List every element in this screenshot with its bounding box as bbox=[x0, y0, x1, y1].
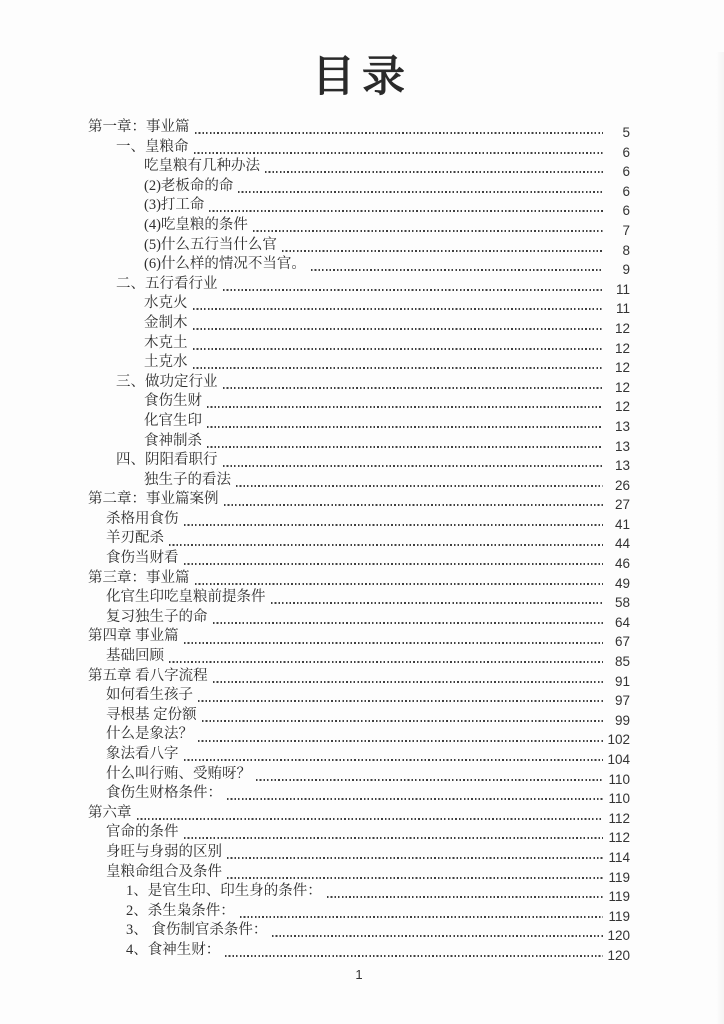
toc-entry-page: 27 bbox=[614, 497, 630, 513]
toc-leader-dots bbox=[169, 544, 603, 546]
toc-entry-page: 12 bbox=[614, 360, 630, 376]
toc-entry-label: 一、皇粮命 bbox=[116, 138, 189, 155]
toc-entry-label: 化官生印 bbox=[144, 412, 202, 429]
toc-entry-page: 85 bbox=[614, 654, 630, 670]
toc-entry-label: 三、做功定行业 bbox=[116, 373, 218, 390]
toc-entry bbox=[106, 725, 630, 748]
toc-entry-label: 基础回顾 bbox=[106, 648, 164, 665]
toc-entry-label: 土克水 bbox=[144, 354, 188, 371]
toc-entry-label: 水克火 bbox=[144, 295, 188, 312]
toc-leader-dots bbox=[184, 837, 604, 839]
toc-entry-label: 身旺与身弱的区别 bbox=[106, 843, 222, 860]
toc-entry-page: 91 bbox=[614, 673, 630, 689]
toc-entry-label: 寻根基 定份额 bbox=[106, 706, 197, 723]
toc-leader-dots bbox=[198, 700, 603, 702]
toc-entry bbox=[116, 138, 630, 158]
toc-entry-label: 第三章：事业篇 bbox=[88, 569, 190, 586]
toc-entry bbox=[88, 569, 630, 589]
toc-leader-dots bbox=[184, 759, 604, 761]
toc-leader-dots bbox=[224, 504, 604, 506]
toc-entry bbox=[144, 432, 630, 452]
toc-entry bbox=[106, 608, 630, 628]
toc-entry-label: 第五章 看八字流程 bbox=[88, 667, 208, 684]
toc-leader-dots bbox=[223, 465, 604, 467]
toc-entry bbox=[106, 706, 630, 726]
toc-entry bbox=[116, 275, 630, 295]
toc-entry-page: 11 bbox=[615, 301, 630, 317]
toc-leader-dots bbox=[227, 857, 603, 859]
toc-entry-label: 四、阴阳看职行 bbox=[116, 452, 218, 469]
toc-entry bbox=[126, 941, 630, 961]
toc-entry-page: 11 bbox=[615, 281, 630, 297]
toc-leader-dots bbox=[256, 779, 603, 781]
toc-entry-page: 12 bbox=[614, 320, 630, 336]
toc-entry bbox=[144, 216, 630, 236]
toc-entry-page: 112 bbox=[608, 810, 630, 826]
toc-entry-page: 49 bbox=[614, 575, 630, 591]
toc-entry-label: 复习独生子的命 bbox=[106, 608, 208, 625]
toc-entry-page: 119 bbox=[608, 908, 630, 924]
toc-entry bbox=[106, 686, 630, 709]
toc-entry bbox=[106, 823, 630, 846]
toc-entry bbox=[144, 157, 630, 180]
toc-entry-page: 46 bbox=[614, 556, 630, 572]
toc-entry-label: 羊刃配杀 bbox=[106, 530, 164, 547]
toc-entry-page: 104 bbox=[607, 752, 630, 767]
toc-entry-page: 6 bbox=[622, 183, 630, 199]
toc-leader-dots bbox=[223, 387, 604, 389]
toc-entry-label: 木克土 bbox=[144, 334, 188, 351]
toc-entry-label: (3)打工命 bbox=[144, 197, 205, 214]
toc-entry-page: 119 bbox=[608, 869, 630, 885]
toc-entry-page: 13 bbox=[614, 418, 630, 434]
toc-entry-label: 化官生印吃皇粮前提条件 bbox=[106, 589, 266, 606]
toc-leader-dots bbox=[193, 328, 604, 330]
toc-entry-page: 64 bbox=[614, 614, 630, 630]
toc-entry-page: 102 bbox=[607, 732, 630, 748]
toc-leader-dots bbox=[195, 132, 604, 134]
toc-leader-dots bbox=[238, 191, 603, 193]
toc-leader-dots bbox=[227, 877, 603, 879]
toc-entry-label: 吃皇粮有几种办法 bbox=[144, 158, 260, 175]
toc-entry-label: 独生子的看法 bbox=[144, 471, 231, 488]
toc-leader-dots bbox=[194, 152, 604, 154]
toc-entry-page: 12 bbox=[614, 379, 630, 395]
toc-leader-dots bbox=[272, 935, 603, 937]
toc-entry bbox=[88, 804, 630, 824]
footer-page-number: 1 bbox=[355, 966, 363, 982]
toc-leader-dots bbox=[253, 230, 603, 232]
toc-entry bbox=[144, 412, 630, 432]
toc-entry-label: 象法看八字 bbox=[106, 746, 179, 762]
toc-leader-dots bbox=[193, 348, 604, 350]
toc-entry-page: 110 bbox=[608, 771, 630, 787]
toc-leader-dots bbox=[184, 524, 604, 526]
toc-entry bbox=[106, 863, 630, 883]
toc-entry bbox=[106, 510, 630, 530]
toc-entry-label: 皇粮命组合及条件 bbox=[106, 863, 222, 880]
toc-entry-label: 如何看生孩子 bbox=[106, 687, 193, 704]
toc-entry-label: 食伤生财格条件： bbox=[106, 785, 222, 802]
toc-entry-label: (2)老板命的命 bbox=[144, 177, 234, 194]
toc-entry-label: 什么叫行贿、受贿呀？ bbox=[106, 765, 251, 782]
toc-entry bbox=[116, 451, 630, 474]
page-title: 目录 bbox=[312, 52, 412, 102]
toc-entry-label: 第六章 bbox=[88, 804, 132, 821]
toc-entry-page: 110 bbox=[608, 791, 630, 807]
toc-entry-page: 6 bbox=[622, 164, 630, 180]
toc-leader-dots bbox=[213, 681, 603, 683]
toc-list bbox=[88, 118, 630, 961]
toc-entry bbox=[106, 784, 630, 807]
toc-leader-dots bbox=[184, 642, 603, 644]
toc-entry-label: 食伤生财 bbox=[144, 393, 202, 410]
toc-entry-label: 第四章 事业篇 bbox=[88, 628, 179, 645]
toc-entry bbox=[88, 118, 630, 138]
toc-entry-page: 119 bbox=[608, 889, 630, 905]
toc-entry-page: 26 bbox=[614, 477, 630, 493]
toc-entry-page: 58 bbox=[614, 595, 630, 611]
toc-entry-page: 13 bbox=[614, 438, 630, 454]
toc-leader-dots bbox=[213, 622, 604, 624]
toc-leader-dots bbox=[327, 896, 603, 898]
toc-entry-page: 97 bbox=[614, 693, 630, 709]
toc-entry bbox=[144, 236, 630, 256]
toc-entry-page: 120 bbox=[607, 928, 630, 944]
toc-entry bbox=[106, 588, 630, 611]
toc-leader-dots bbox=[207, 426, 603, 428]
toc-entry bbox=[116, 373, 630, 393]
toc-entry-page: 7 bbox=[622, 222, 630, 238]
scan-edge-shadow bbox=[716, 52, 724, 1024]
toc-entry-page: 114 bbox=[608, 849, 630, 865]
toc-leader-dots bbox=[227, 798, 603, 800]
toc-entry-page: 9 bbox=[622, 262, 630, 278]
toc-entry-label: (5)什么五行当什么官 bbox=[144, 236, 277, 253]
toc-entry-label: 第一章：事业篇 bbox=[88, 119, 190, 135]
toc-entry-label: 1、是官生印、印生身的条件： bbox=[126, 883, 322, 900]
toc-entry bbox=[144, 294, 630, 317]
toc-entry-label: 金制木 bbox=[144, 314, 188, 331]
toc-leader-dots bbox=[265, 171, 603, 173]
toc-entry-page: 13 bbox=[614, 458, 630, 474]
toc-entry bbox=[106, 745, 630, 765]
toc-entry bbox=[88, 490, 630, 513]
toc-entry-page: 6 bbox=[622, 203, 630, 219]
toc-leader-dots bbox=[207, 446, 603, 448]
toc-entry-page: 5 bbox=[622, 125, 630, 140]
toc-leader-dots bbox=[195, 583, 604, 585]
toc-leader-dots bbox=[193, 308, 604, 310]
toc-entry bbox=[144, 471, 630, 491]
toc-entry-page: 67 bbox=[614, 634, 630, 650]
toc-entry-page: 112 bbox=[608, 830, 630, 846]
toc-entry-page: 12 bbox=[614, 399, 630, 415]
toc-entry bbox=[144, 392, 630, 415]
toc-entry-label: 官命的条件 bbox=[106, 824, 179, 841]
toc-leader-dots bbox=[207, 406, 603, 408]
toc-entry bbox=[106, 549, 630, 572]
toc-entry-page: 99 bbox=[614, 712, 630, 728]
toc-leader-dots bbox=[311, 269, 603, 271]
toc-entry-label: 2、杀生枭条件： bbox=[126, 902, 235, 919]
toc-entry bbox=[106, 765, 630, 785]
toc-entry bbox=[144, 314, 630, 334]
toc-entry-label: (4)吃皇粮的条件 bbox=[144, 216, 248, 233]
toc-entry bbox=[144, 334, 630, 354]
toc-entry bbox=[106, 529, 630, 552]
toc-leader-dots bbox=[193, 367, 604, 369]
toc-entry-label: 食伤当财看 bbox=[106, 550, 179, 567]
toc-entry-label: 杀格用食伤 bbox=[106, 510, 179, 527]
toc-leader-dots bbox=[223, 289, 604, 291]
toc-leader-dots bbox=[240, 916, 603, 918]
toc-entry bbox=[126, 902, 630, 922]
toc-leader-dots bbox=[225, 955, 603, 957]
toc-entry bbox=[88, 667, 630, 687]
toc-entry-label: 什么是象法？ bbox=[106, 726, 193, 743]
toc-entry-page: 12 bbox=[614, 340, 630, 356]
toc-entry-label: 3、 食伤制官杀条件： bbox=[126, 922, 268, 939]
toc-entry-page: 8 bbox=[622, 242, 630, 258]
toc-entry-label: 4、食神生财： bbox=[126, 941, 221, 958]
toc-entry-page: 41 bbox=[614, 516, 630, 532]
toc-leader-dots bbox=[202, 720, 603, 722]
toc-entry-label: 食神制杀 bbox=[144, 432, 202, 449]
toc-entry-page: 6 bbox=[622, 144, 630, 160]
toc-entry bbox=[126, 921, 630, 944]
toc-leader-dots bbox=[137, 818, 604, 820]
toc-entry bbox=[88, 627, 630, 650]
toc-entry-label: 第二章：事业篇案例 bbox=[88, 491, 219, 508]
toc-leader-dots bbox=[209, 210, 603, 212]
toc-leader-dots bbox=[236, 485, 603, 487]
toc-leader-dots bbox=[169, 661, 603, 663]
toc-leader-dots bbox=[198, 740, 603, 742]
toc-entry bbox=[144, 196, 630, 219]
scanned-toc-page bbox=[0, 52, 724, 1024]
toc-entry-page: 44 bbox=[614, 536, 630, 552]
toc-entry-label: 二、五行看行业 bbox=[116, 275, 218, 292]
toc-leader-dots bbox=[282, 250, 603, 252]
toc-entry-page: 120 bbox=[607, 947, 630, 963]
toc-entry bbox=[144, 353, 630, 376]
toc-leader-dots bbox=[271, 602, 604, 604]
toc-entry-label: (6)什么样的情况不当官。 bbox=[144, 256, 306, 273]
toc-entry bbox=[106, 647, 630, 670]
toc-entry bbox=[144, 255, 630, 278]
toc-entry bbox=[126, 882, 630, 905]
toc-entry bbox=[144, 177, 630, 197]
toc-entry bbox=[106, 843, 630, 863]
toc-leader-dots bbox=[184, 563, 604, 565]
